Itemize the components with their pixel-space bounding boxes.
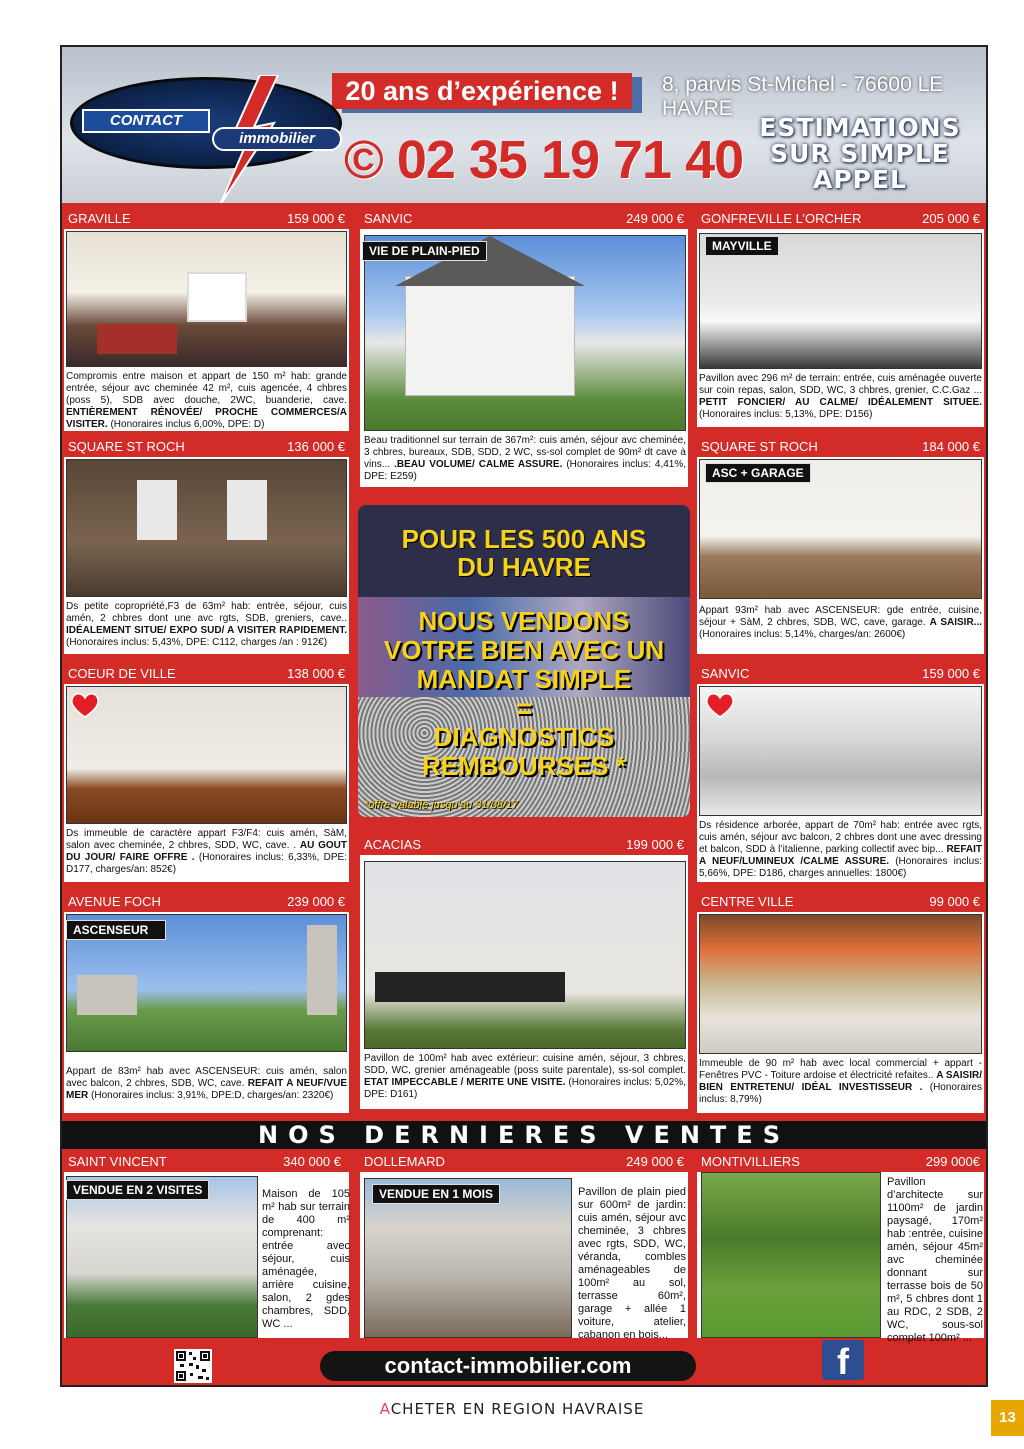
listing-price: 299 000€ <box>925 1154 980 1169</box>
window <box>137 480 177 540</box>
listing-price: 205 000 € <box>922 211 980 226</box>
logo-contact: CONTACT <box>82 109 210 133</box>
listing-header <box>64 209 349 229</box>
house <box>405 276 575 396</box>
listing-location: GONFREVILLE L’ORCHER <box>701 211 862 226</box>
listing-description: Appart 93m² hab avec ASCENSEUR: gde entrée, cuisine, séjour + SàM, 2 chbres, SDB, WC, cave, garage. A SAISIR... (Honoraires inclus: 5,14%, charges/an: 2600€) <box>699 605 982 640</box>
listing-gonfreville[interactable] <box>695 207 986 429</box>
listing-sanvic-1[interactable] <box>358 207 690 489</box>
listing-header <box>697 1152 984 1172</box>
estimations-slogan <box>742 115 978 193</box>
sold-tag: VENDUE EN 1 MOIS <box>372 1184 500 1204</box>
listing-header <box>64 437 349 457</box>
listing-location: ACACIAS <box>364 837 422 852</box>
header-banner <box>62 47 986 203</box>
listing-description: Appart de 83m² hab avec ASCENSEUR: cuis amén, salon avec balcon, 2 chbres, SDB, WC, cave. REFAIT A NEUF/VUE MER (Honoraires inclus: 3,91%, DPE:D, charges/an: 2320€) <box>66 1066 347 1101</box>
listing-price: 239 000 € <box>287 894 345 909</box>
listing-tag: MAYVILLE <box>705 236 779 256</box>
listing-photo <box>66 1176 258 1338</box>
sold-description: Maison de 105 m² hab sur terrain de 400 m² comprenant: entrée avec séjour, cuis aménagée, arrière cuisine, salon, 2 gdes chambres, SDD, WC ... <box>262 1188 350 1330</box>
listing-location: CENTRE VILLE <box>701 894 794 909</box>
listing-header <box>697 437 984 457</box>
listing-price: 249 000 € <box>626 211 684 226</box>
promo-footnote: *offre valable jusqu’au 31/08/17 <box>364 799 519 811</box>
favorite-heart-icon[interactable] <box>705 690 735 720</box>
listing-centre-ville[interactable] <box>695 890 986 1115</box>
listing-price: 249 000 € <box>626 1154 684 1169</box>
phone-number: 02 35 19 71 40 <box>396 130 744 190</box>
listing-location: MONTIVILLIERS <box>701 1154 800 1169</box>
phone-icon: © <box>344 130 383 190</box>
estimations-line3: APPEL <box>812 165 907 194</box>
listing-description: Ds petite copropriété,F3 de 63m² hab: entrée, séjour, cuis amén, 2 chbres dont une avc rgts, SDB, greniers, cave.. IDÉALEMENT SITUE/ EXPO SUD/ A VISITER RAPIDEMENT. (Honoraires inclus: 5,43%, DPE: C112, charges /an : 912€) <box>66 601 347 648</box>
listing-description: Immeuble de 90 m² hab avec local commercial + appart - Fenêtres PVC - Toiture ardoise et électricité refaites.. A SAISIR/ BIEN ENTRETENU/ IDÉAL INVESTISSEUR . (Honoraires inclus: 8,79%) <box>699 1058 983 1105</box>
listing-coeur-de-ville[interactable] <box>62 662 351 884</box>
listing-header <box>64 664 349 684</box>
listing-photo <box>364 235 686 431</box>
listing-description: Ds résidence arborée, appart de 70m² hab: entrée avec rgts, cuis amén, séjour avc balcon, 2 chbres dont une avec dressing et balcon, SDD à l’italienne, parking collectif avec bip... REFAIT A NEUF/LUMINEUX /CALME ASSURE. (Honoraires inclus: 5,66%, DPE: D186, charges annuelles: 1800€) <box>699 820 982 879</box>
listing-location: SANVIC <box>364 211 413 226</box>
listing-header <box>697 664 984 684</box>
listing-square-st-roch-2[interactable] <box>695 435 986 656</box>
listing-photo <box>66 459 347 597</box>
listing-price: 159 000 € <box>922 666 980 681</box>
listing-price: 340 000 € <box>283 1154 341 1169</box>
listing-description: Beau traditionnel sur terrain de 367m²: cuis amén, séjour avc cheminée, 3 chbres, bureaux, SDB, SDD, 2 WC, ss-sol complet de 90m² dt cave à vins... .BEAU VOLUME/ CALME ASSURE. (Honoraires inclus: 4,41%, DPE: E259) <box>364 435 687 482</box>
favorite-heart-icon[interactable] <box>70 690 100 720</box>
listing-header <box>360 835 688 855</box>
estimations-line2: SUR SIMPLE <box>770 139 950 168</box>
listing-price: 184 000 € <box>922 439 980 454</box>
fireplace <box>187 272 247 322</box>
listing-photo <box>364 861 686 1049</box>
tagline: 20 ans d’expérience ! <box>332 73 632 109</box>
website-link[interactable]: contact-immobilier.com <box>320 1351 696 1381</box>
listing-price: 99 000 € <box>929 894 980 909</box>
listing-graville[interactable] <box>62 207 351 433</box>
listing-photo <box>701 1172 881 1338</box>
sold-dollemard[interactable] <box>358 1150 690 1340</box>
magazine-title: ACHETER EN REGION HAVRAISE <box>379 1400 645 1418</box>
listing-tag: ASCENSEUR <box>66 920 166 940</box>
listing-header <box>360 209 688 229</box>
promo-offer: NOUS VENDONS VOTRE BIEN AVEC UN MANDAT SIMPLE <box>383 606 665 694</box>
logo-immobilier: immobilier <box>212 127 342 151</box>
listing-location: SQUARE ST ROCH <box>701 439 818 454</box>
listing-header <box>64 1152 349 1172</box>
promo-banner[interactable] <box>358 505 690 817</box>
listing-price: 199 000 € <box>626 837 684 852</box>
sold-saint-vincent[interactable] <box>62 1150 351 1340</box>
agency-phone[interactable] <box>344 129 743 191</box>
qr-code-icon[interactable] <box>174 1349 212 1383</box>
tower <box>307 925 337 1015</box>
listing-description: Pavillon de 100m² hab avec extérieur: cuisine amén, séjour, 3 chbres, SDD, WC, grenier aménageable (poss suite parentale), ss-sol complet. ETAT IMPECCABLE / MERITE UNE VISITE. (Honoraires inclus: 5,02%, DPE: D161) <box>364 1053 686 1100</box>
sofa <box>97 324 177 354</box>
listing-photo <box>699 686 982 816</box>
listing-location: COEUR DE VILLE <box>68 666 176 681</box>
listing-location: AVENUE FOCH <box>68 894 161 909</box>
garage-doors <box>375 972 565 1002</box>
listing-description: Compromis entre maison et appart de 150 m² hab: grande entrée, séjour avc cheminée 42 m², cuis agencée, 4 chbres (poss 5), SDB avec douche, 2WC, buanderie, cave. ENTIÈREMENT RÉNOVÉE/ PROCHE COMMERCES/A VISITER. (Honoraires inclus 6,00%, DPE: D) <box>66 371 347 430</box>
listing-price: 159 000 € <box>287 211 345 226</box>
recent-sales-banner: NOS DERNIERES VENTES <box>62 1121 986 1149</box>
listing-acacias[interactable] <box>358 833 690 1111</box>
listing-tag: ASC + GARAGE <box>705 463 811 483</box>
listing-photo <box>66 686 347 824</box>
sold-montivilliers[interactable] <box>695 1150 986 1344</box>
listing-description: Pavillon avec 296 m² de terrain: entrée, cuis aménagée ouverte sur coin repas, salon, SDD, WC, 3 chbres, grenier, C.C.Gaz ... PETIT FONCIER/ AU CALME/ IDÉALEMENT SITUEE. (Honoraires inclus: 5,13%, DPE: D156) <box>699 373 982 420</box>
listing-location: SANVIC <box>701 666 750 681</box>
listing-header <box>697 209 984 229</box>
window <box>227 480 267 540</box>
promo-refund: DIAGNOSTICS REMBOURSES * <box>422 722 626 781</box>
sold-tag: VENDUE EN 2 VISITES <box>66 1180 209 1200</box>
listing-location: SAINT VINCENT <box>68 1154 167 1169</box>
promo-equals: = <box>515 693 533 724</box>
listing-photo <box>699 914 982 1054</box>
agency-address: 8, parvis St-Michel - 76600 LE HAVRE <box>662 73 944 120</box>
sold-description: Pavillon de plain pied sur 600m² de jardin: cuis amén, séjour avc cheminée, 3 chbres avec rgts, SDD, WC, véranda, combles aménageables de 100m² au sol, terrasse 60m², garage + allée 1 voiture, atelier, cabanon en bois... <box>578 1186 686 1341</box>
listing-avenue-foch[interactable] <box>62 890 351 1115</box>
listing-location: GRAVILLE <box>68 211 131 226</box>
listing-location: SQUARE ST ROCH <box>68 439 185 454</box>
listing-header <box>697 892 984 912</box>
building <box>77 975 137 1015</box>
listing-photo <box>66 231 347 367</box>
listing-price: 136 000 € <box>287 439 345 454</box>
estimations-line1: ESTIMATIONS <box>759 113 961 142</box>
promo-title: POUR LES 500 ANS DU HAVRE <box>401 524 647 582</box>
facebook-icon[interactable]: f <box>822 1340 864 1380</box>
listing-tag: VIE DE PLAIN-PIED <box>362 241 487 261</box>
page-number: 13 <box>991 1400 1024 1436</box>
sold-description: Pavillon d’architecte sur 1100m² de jardin paysagé, 170m² hab :entrée, cuisine amén, séjour 45m² avc cheminée donnant sur terrasse bois de 50 m², 5 chbres dont 1 au RDC, 2 SDB, 2 WC, sous-sol complet 100m² ... <box>887 1176 984 1344</box>
listing-sanvic-2[interactable] <box>695 662 986 884</box>
listing-price: 138 000 € <box>287 666 345 681</box>
listing-header <box>64 892 349 912</box>
listing-description: Ds immeuble de caractère appart F3/F4: cuis amén, SàM, salon avec cheminée, 2 chbres, SDD, WC, cave. . AU GOUT DU JOUR/ FAIRE OFFRE . (Honoraires inclus: 6,33%, DPE: D177, charges/an: 852€) <box>66 828 348 875</box>
listing-square-st-roch-1[interactable] <box>62 435 351 656</box>
listing-location: DOLLEMARD <box>364 1154 445 1169</box>
listing-header <box>360 1152 688 1172</box>
